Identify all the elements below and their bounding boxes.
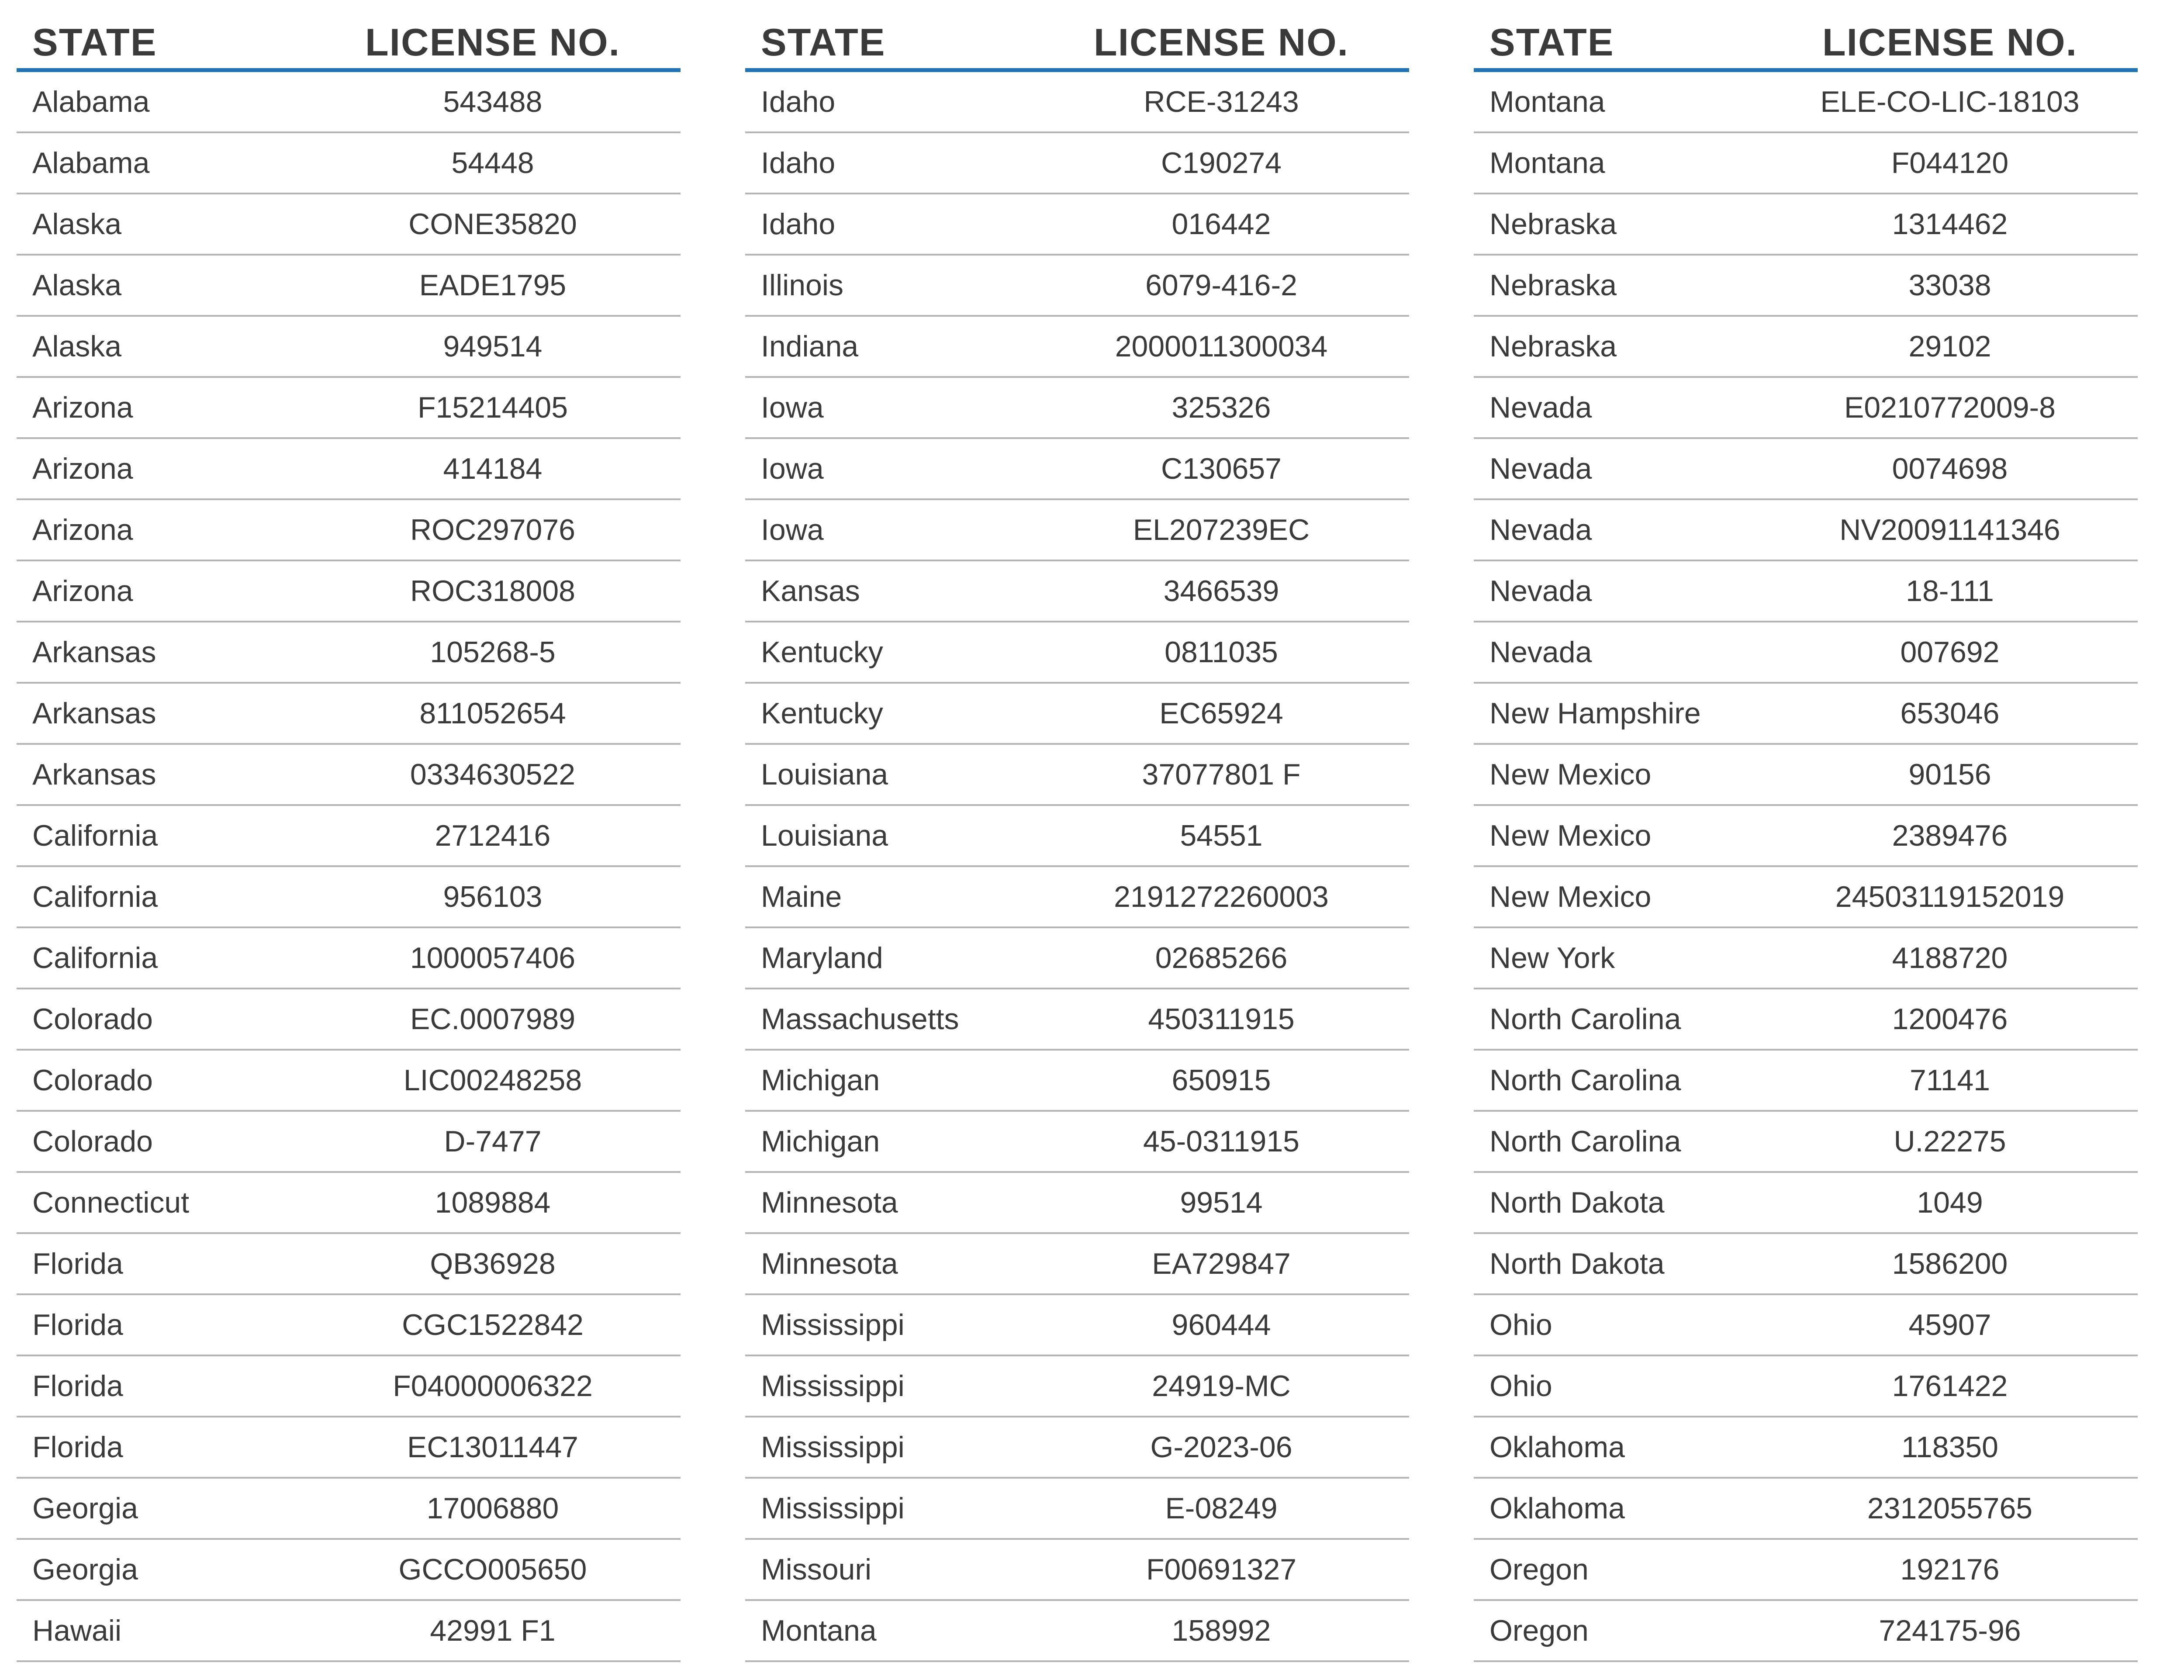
license-number-cell: 105268-5 (430, 636, 556, 669)
license-number-cell: 1049 (1917, 1186, 1983, 1219)
state-cell: New Mexico (1489, 880, 1652, 913)
table-row (1474, 1295, 2138, 1356)
state-cell: Arkansas (32, 697, 156, 730)
license-number-cell: 1089884 (435, 1186, 551, 1219)
table-row (1474, 745, 2138, 806)
state-cell: Arizona (32, 391, 133, 424)
table-row (17, 194, 681, 256)
license-number-cell: EC.0007989 (410, 1002, 576, 1036)
table-row (745, 133, 1409, 194)
state-cell: Florida (32, 1247, 123, 1280)
table-row (1474, 928, 2138, 989)
license-number-cell: EADE1795 (419, 269, 567, 302)
license-column-header: LICENSE NO. (1822, 21, 2078, 64)
license-number-cell: 650915 (1171, 1064, 1271, 1097)
table-row (17, 256, 681, 317)
state-cell: Massachusetts (761, 1002, 959, 1036)
license-number-cell: 007692 (1900, 636, 2000, 669)
state-cell: Minnesota (761, 1247, 898, 1280)
table-row (17, 500, 681, 561)
table-row (745, 622, 1409, 684)
license-table-3 (1474, 0, 2138, 1662)
table-row (1474, 1417, 2138, 1479)
table-row (1474, 1601, 2138, 1662)
table-row (1474, 72, 2138, 133)
table-row (1474, 622, 2138, 684)
state-cell: Georgia (32, 1553, 138, 1586)
table-row (745, 867, 1409, 928)
license-number-cell: EA729847 (1152, 1247, 1291, 1280)
state-cell: Louisiana (761, 819, 888, 852)
license-number-cell: 0334630522 (410, 758, 576, 791)
state-column-header: STATE (32, 21, 157, 64)
state-cell: Missouri (761, 1553, 872, 1586)
state-cell: Iowa (761, 452, 824, 485)
license-number-cell: 2312055765 (1867, 1492, 2033, 1525)
license-number-cell: C130657 (1161, 452, 1282, 485)
table-row (745, 1295, 1409, 1356)
state-cell: Georgia (32, 1492, 138, 1525)
table-row (17, 806, 681, 867)
state-cell: Nevada (1489, 574, 1592, 608)
license-number-cell: 99514 (1180, 1186, 1263, 1219)
license-number-cell: 24503119152019 (1835, 880, 2065, 913)
table-row (1474, 806, 2138, 867)
license-column-header: LICENSE NO. (365, 21, 621, 64)
state-cell: Mississippi (761, 1492, 905, 1525)
license-number-cell: NV20091141346 (1839, 513, 2060, 546)
state-cell: Alaska (32, 330, 122, 363)
license-number-cell: 90156 (1908, 758, 1991, 791)
state-cell: Arizona (32, 452, 133, 485)
license-number-cell: 956103 (443, 880, 543, 913)
table-row (745, 72, 1409, 133)
table-row (745, 1356, 1409, 1417)
state-cell: Alabama (32, 85, 150, 118)
table-row (17, 622, 681, 684)
license-number-cell: 3466539 (1163, 574, 1279, 608)
state-cell: Colorado (32, 1002, 153, 1036)
state-cell: Iowa (761, 513, 824, 546)
state-cell: Montana (1489, 146, 1605, 180)
license-number-cell: EC13011447 (407, 1431, 578, 1464)
table-row (1474, 1540, 2138, 1601)
table-row (1474, 500, 2138, 561)
state-cell: New Hampshire (1489, 697, 1701, 730)
table-row (17, 133, 681, 194)
table-row (745, 1479, 1409, 1540)
license-number-cell: E0210772009-8 (1844, 391, 2056, 424)
table-row (17, 1051, 681, 1112)
state-cell: Arkansas (32, 758, 156, 791)
table-row (17, 684, 681, 745)
state-cell: Florida (32, 1369, 123, 1403)
table-row (17, 745, 681, 806)
license-number-cell: 2000011300034 (1115, 330, 1328, 363)
state-cell: California (32, 941, 158, 975)
table-row (17, 378, 681, 439)
license-number-cell: 414184 (443, 452, 543, 485)
license-number-cell: C190274 (1161, 146, 1282, 180)
license-number-cell: G-2023-06 (1150, 1431, 1292, 1464)
state-cell: California (32, 880, 158, 913)
state-cell: Illinois (761, 269, 843, 302)
table-row (1474, 561, 2138, 622)
license-number-cell: LIC00248258 (403, 1064, 582, 1097)
license-number-cell: 33038 (1908, 269, 1991, 302)
table-row (1474, 439, 2138, 500)
license-number-cell: ELE-CO-LIC-18103 (1820, 85, 2080, 118)
state-cell: Nebraska (1489, 269, 1617, 302)
state-cell: Maine (761, 880, 842, 913)
license-number-cell: 54448 (451, 146, 534, 180)
license-number-cell: EC65924 (1159, 697, 1283, 730)
license-number-cell: 24919-MC (1152, 1369, 1291, 1403)
table-row (745, 806, 1409, 867)
state-cell: Arizona (32, 513, 133, 546)
table-row (745, 928, 1409, 989)
state-cell: New Mexico (1489, 758, 1652, 791)
table-row (1474, 133, 2138, 194)
table-header (745, 0, 1409, 72)
table-row (17, 867, 681, 928)
state-cell: Hawaii (32, 1614, 122, 1647)
state-cell: North Dakota (1489, 1247, 1665, 1280)
state-cell: Maryland (761, 941, 883, 975)
state-cell: Nebraska (1489, 207, 1617, 241)
state-cell: Alaska (32, 207, 122, 241)
license-number-cell: 29102 (1908, 330, 1991, 363)
license-number-cell: 45-0311915 (1143, 1125, 1299, 1158)
state-cell: Alabama (32, 146, 150, 180)
state-cell: North Carolina (1489, 1002, 1681, 1036)
table-row (1474, 867, 2138, 928)
table-row (1474, 1112, 2138, 1173)
license-number-cell: 1586200 (1892, 1247, 2008, 1280)
state-cell: New Mexico (1489, 819, 1652, 852)
state-cell: North Carolina (1489, 1125, 1681, 1158)
table-row (1474, 256, 2138, 317)
state-cell: Mississippi (761, 1431, 905, 1464)
table-row (1474, 194, 2138, 256)
table-row (1474, 1234, 2138, 1295)
table-row (17, 989, 681, 1051)
table-row (745, 1234, 1409, 1295)
table-row (17, 1173, 681, 1234)
license-number-cell: 016442 (1171, 207, 1271, 241)
license-number-cell: 71141 (1909, 1064, 1990, 1097)
table-row (745, 1417, 1409, 1479)
table-row (745, 317, 1409, 378)
table-row (17, 1112, 681, 1173)
state-cell: Michigan (761, 1064, 880, 1097)
table-row (1474, 378, 2138, 439)
state-cell: Connecticut (32, 1186, 190, 1219)
table-row (17, 1417, 681, 1479)
state-cell: Indiana (761, 330, 859, 363)
state-column-header: STATE (761, 21, 886, 64)
license-number-cell: 02685266 (1155, 941, 1288, 975)
license-number-cell: GCCO005650 (398, 1553, 587, 1586)
table-header (1474, 0, 2138, 72)
table-row (17, 1601, 681, 1662)
state-cell: Alaska (32, 269, 122, 302)
license-number-cell: 18-111 (1906, 574, 1994, 608)
license-column-header: LICENSE NO. (1093, 21, 1349, 64)
license-number-cell: RCE-31243 (1144, 85, 1299, 118)
state-cell: Idaho (761, 207, 836, 241)
table-row (745, 500, 1409, 561)
license-number-cell: 960444 (1171, 1308, 1271, 1341)
state-cell: Oklahoma (1489, 1492, 1625, 1525)
state-cell: Nevada (1489, 391, 1592, 424)
table-row (745, 684, 1409, 745)
license-number-cell: 325326 (1171, 391, 1271, 424)
state-cell: Florida (32, 1308, 123, 1341)
state-cell: Oregon (1489, 1614, 1589, 1647)
table-row (17, 1356, 681, 1417)
license-number-cell: 1314462 (1892, 207, 2008, 241)
state-cell: Nebraska (1489, 330, 1617, 363)
license-number-cell: U.22275 (1894, 1125, 2006, 1158)
table-row (1474, 989, 2138, 1051)
table-row (745, 1112, 1409, 1173)
table-row (17, 1295, 681, 1356)
table-row (17, 317, 681, 378)
license-number-cell: 0811035 (1165, 636, 1278, 669)
state-cell: Florida (32, 1431, 123, 1464)
table-row (745, 378, 1409, 439)
table-row (1474, 1173, 2138, 1234)
state-cell: Arizona (32, 574, 133, 608)
table-row (17, 1479, 681, 1540)
license-number-cell: 17006880 (426, 1492, 559, 1525)
license-number-cell: CGC1522842 (402, 1308, 584, 1341)
table-row (745, 194, 1409, 256)
license-number-cell: EL207239EC (1133, 513, 1310, 546)
state-cell: Nevada (1489, 452, 1592, 485)
license-number-cell: 949514 (443, 330, 543, 363)
state-cell: Oregon (1489, 1553, 1589, 1586)
license-number-cell: QB36928 (430, 1247, 556, 1280)
state-cell: Mississippi (761, 1369, 905, 1403)
license-number-cell: 2191272260003 (1114, 880, 1329, 913)
table-row (745, 439, 1409, 500)
table-row (17, 561, 681, 622)
license-number-cell: F15214405 (417, 391, 568, 424)
license-number-cell: 724175-96 (1879, 1614, 2021, 1647)
state-cell: Kentucky (761, 697, 883, 730)
state-cell: North Dakota (1489, 1186, 1665, 1219)
license-number-cell: 2712416 (435, 819, 551, 852)
state-cell: Arkansas (32, 636, 156, 669)
license-number-cell: 811052654 (419, 697, 566, 730)
state-cell: Mississippi (761, 1308, 905, 1341)
state-cell: Oklahoma (1489, 1431, 1625, 1464)
license-number-cell: D-7477 (444, 1125, 542, 1158)
license-number-cell: 0074698 (1892, 452, 2008, 485)
table-row (17, 1540, 681, 1601)
state-cell: Idaho (761, 85, 836, 118)
state-cell: California (32, 819, 158, 852)
state-cell: Kansas (761, 574, 860, 608)
license-number-cell: 653046 (1900, 697, 2000, 730)
table-row (1474, 1356, 2138, 1417)
license-number-cell: F00691327 (1146, 1553, 1297, 1586)
state-cell: Nevada (1489, 636, 1592, 669)
state-cell: Idaho (761, 146, 836, 180)
license-number-cell: 45907 (1908, 1308, 1991, 1341)
license-number-cell: ROC297076 (410, 513, 576, 546)
license-number-cell: 118350 (1901, 1431, 1998, 1464)
table-row (17, 1234, 681, 1295)
state-cell: Iowa (761, 391, 824, 424)
table-row (1474, 317, 2138, 378)
license-number-cell: 4188720 (1892, 941, 2008, 975)
table-row (1474, 1051, 2138, 1112)
license-number-cell: 37077801 F (1142, 758, 1301, 791)
state-cell: Colorado (32, 1064, 153, 1097)
state-cell: New York (1489, 941, 1615, 975)
table-row (745, 1540, 1409, 1601)
table-row (745, 256, 1409, 317)
license-number-cell: ROC318008 (410, 574, 576, 608)
license-number-cell: 192176 (1900, 1553, 2000, 1586)
table-row (17, 928, 681, 989)
license-number-cell: F04000006322 (393, 1369, 593, 1403)
license-number-cell: E-08249 (1165, 1492, 1278, 1525)
state-cell: Minnesota (761, 1186, 898, 1219)
state-cell: Nevada (1489, 513, 1592, 546)
table-row (745, 989, 1409, 1051)
license-number-cell: 158992 (1171, 1614, 1271, 1647)
state-cell: Ohio (1489, 1369, 1552, 1403)
table-row (745, 1601, 1409, 1662)
table-row (17, 439, 681, 500)
state-cell: Louisiana (761, 758, 888, 791)
license-number-cell: 2389476 (1892, 819, 2008, 852)
table-row (745, 561, 1409, 622)
license-number-cell: 42991 F1 (430, 1614, 556, 1647)
state-cell: Montana (1489, 85, 1605, 118)
state-column-header: STATE (1489, 21, 1614, 64)
state-cell: Ohio (1489, 1308, 1552, 1341)
license-table-1 (17, 0, 681, 1662)
license-number-cell: 450311915 (1148, 1002, 1295, 1036)
license-number-cell: 1200476 (1892, 1002, 2008, 1036)
table-header (17, 0, 681, 72)
state-cell: Michigan (761, 1125, 880, 1158)
state-cell: Montana (761, 1614, 877, 1647)
state-cell: Colorado (32, 1125, 153, 1158)
license-number-cell: 543488 (443, 85, 543, 118)
state-cell: North Carolina (1489, 1064, 1681, 1097)
table-row (1474, 684, 2138, 745)
license-table-2 (745, 0, 1409, 1662)
table-row (745, 745, 1409, 806)
table-row (745, 1051, 1409, 1112)
license-number-cell: CONE35820 (408, 207, 577, 241)
license-number-cell: 6079-416-2 (1145, 269, 1297, 302)
state-cell: Kentucky (761, 636, 883, 669)
table-row (745, 1173, 1409, 1234)
license-number-cell: F044120 (1891, 146, 2009, 180)
table-row (1474, 1479, 2138, 1540)
license-number-cell: 1761422 (1892, 1369, 2008, 1403)
license-number-cell: 1000057406 (410, 941, 576, 975)
table-row (17, 72, 681, 133)
license-number-cell: 54551 (1180, 819, 1263, 852)
